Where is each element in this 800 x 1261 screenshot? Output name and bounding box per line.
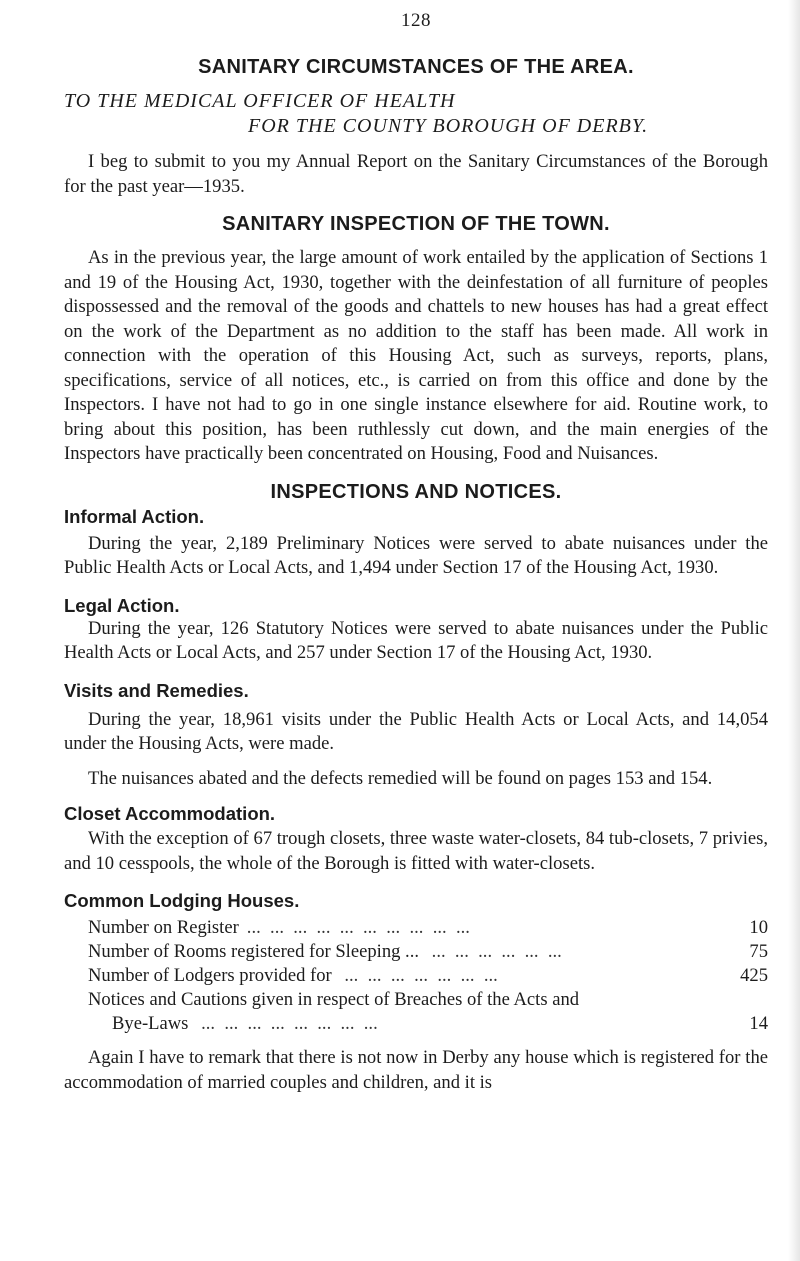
leader-dots: ... ... ... ... ... ... <box>427 941 562 962</box>
legal-action-paragraph: During the year, 126 Statutory Notices were served to abate nuisances under the Public Health Acts or Local Acts, and 257 under Section 17 of the Housing Act, 1930. <box>64 617 768 663</box>
table-row <box>64 964 768 988</box>
table-row <box>64 988 768 1012</box>
sanitary-inspection-paragraph: As in the previous year, the large amount of work entailed by the application of Sections 1 and 19 of the Housing Act, 1930, together with the deinfestation of all furniture of peoples dispossessed and the removal of the goods and chattels to new houses has had a great effect on the work of the Department as no addition to the staff has been made. All work in connection with the operation of this Housing Act, such as surveys, reports, plans, specifications, service of all notices, etc., is carried on from this office and done by the Inspectors. I have not had to go in one single instance elsewhere for aid. Routine work, to bring about this position, has been ruthlessly cut down, and the main energies of the Inspectors have practically been concentrated on Housing, Food and Nuisances. <box>64 247 768 464</box>
page-title: SANITARY CIRCUMSTANCES OF THE AREA. <box>198 56 634 78</box>
subheading-visits-remedies: Visits and Remedies. <box>64 679 249 701</box>
row-value: 10 <box>749 917 768 938</box>
addressee-line-2: FOR THE COUNTY BOROUGH OF DERBY. <box>248 114 649 137</box>
page-number: 128 <box>401 10 431 31</box>
row-value: 14 <box>749 1013 768 1034</box>
visits-paragraph: During the year, 18,961 visits under the Public Health Acts or Local Acts, and 14,054 under the Housing Acts, were made. <box>64 708 768 754</box>
row-label: Bye-Laws <box>112 1013 189 1034</box>
section-heading-inspections-notices: INSPECTIONS AND NOTICES. <box>270 480 562 503</box>
closet-paragraph: With the exception of 67 trough closets, three waste water-closets, 84 tub-closets, 7 privies, and 10 cesspools, the whole of the Borough is fitted with water-closets. <box>64 828 768 874</box>
page-edge-shadow <box>788 0 800 1261</box>
row-label: Number of Rooms registered for Sleeping ... <box>88 941 420 962</box>
row-value: 425 <box>740 965 768 986</box>
table-row <box>64 916 768 940</box>
leader-dots: ... ... ... ... ... ... ... <box>339 965 498 986</box>
table-row <box>64 940 768 964</box>
row-label: Number of Lodgers provided for <box>88 965 332 986</box>
nuisances-paragraph: The nuisances abated and the defects remedied will be found on pages 153 and 154. <box>88 767 713 789</box>
intro-paragraph: I beg to submit to you my Annual Report on the Sanitary Circumstances of the Borough for the past year—1935. <box>64 151 768 197</box>
row-label: Number on Register <box>88 917 239 938</box>
leader-dots: ... ... ... ... ... ... ... ... <box>196 1013 378 1034</box>
subheading-closet-accommodation: Closet Accommodation. <box>64 803 276 824</box>
leader-dots: ... ... ... ... ... ... ... ... ... ... <box>246 917 470 938</box>
subheading-informal-action: Informal Action. <box>64 505 205 527</box>
addressee-line-1: TO THE MEDICAL OFFICER OF HEALTH <box>64 90 456 112</box>
row-label: Notices and Cautions given in respect of Breaches of the Acts and <box>88 989 580 1010</box>
section-heading-sanitary-inspection: SANITARY INSPECTION OF THE TOWN. <box>222 213 610 235</box>
table-row <box>64 1012 768 1036</box>
informal-action-paragraph: During the year, 2,189 Preliminary Notices were served to abate nuisances under the Public Health Acts or Local Acts, and 1,494 under Section 17 of the Housing Act, 1930. <box>64 532 768 578</box>
subheading-common-lodging-houses: Common Lodging Houses. <box>64 890 300 911</box>
document-page <box>64 10 768 1095</box>
subheading-legal-action: Legal Action. <box>64 594 180 616</box>
closing-paragraph: Again I have to remark that there is not now in Derby any house which is registered for the accommodation of married couples and children, and it is <box>64 1047 768 1093</box>
row-value: 75 <box>749 941 768 962</box>
lodging-houses-table <box>64 916 768 1036</box>
